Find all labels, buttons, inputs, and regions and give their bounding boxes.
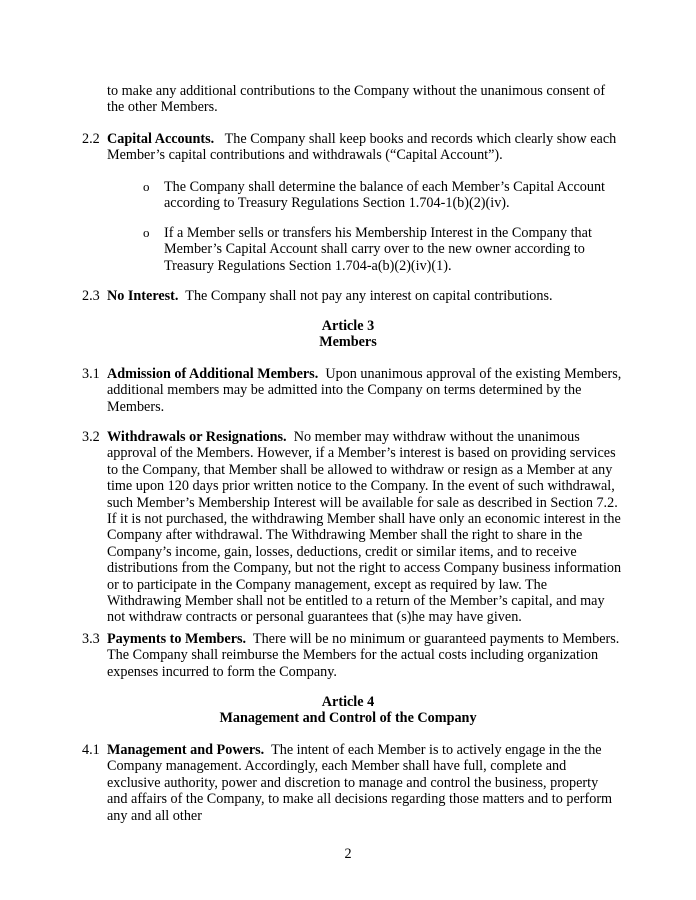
section-heading: Withdrawals or Resignations.	[107, 429, 287, 445]
article-label: Article 3	[321, 318, 375, 334]
section-2-2	[82, 131, 622, 164]
section-text: There will be no minimum or guaranteed payments to Members. The Company shall reimburse the Members for the actual costs including organization expenses incurred to form the Company.	[107, 631, 620, 680]
section-text: The Company shall keep books and records which clearly show each Member’s capital contributions and withdrawals (“Capital Account”).	[107, 131, 617, 164]
article-4-heading	[0, 694, 696, 727]
continued-paragraph: to make any additional contributions to the Company without the unanimous consent of the other Members.	[107, 83, 606, 116]
article-title: Management and Control of the Company	[219, 710, 477, 727]
section-2-3	[82, 288, 622, 304]
bullet-marker: o	[143, 225, 150, 240]
section-body	[107, 429, 622, 626]
article-label: Article 4	[321, 694, 375, 710]
section-body	[107, 288, 622, 304]
bullet-item	[143, 179, 623, 212]
section-text: The Company shall not pay any interest on capital contributions.	[185, 288, 553, 304]
section-body	[107, 131, 622, 164]
section-text: No member may withdraw without the unanimous approval of the Members. However, if a Member’s interest is based on providing services to the Company, that Member shall be allowed to withdraw or resign as a Member at any time upon 120 days prior written notice to the Company. In the event of such withdrawal, such Member’s Membership Interest will be available for sale as described in Section 7.2. If it is not purchased, the withdrawing Member shall have only an economic interest in the Company after withdrawal. The Withdrawing Member shall the right to share in the Company’s income, gain, losses, deductions, credit or similar items, and to receive distributions from the Company, but not the right to access Company business information or to participate in the Company management, except as required by law. The Withdrawing Member shall not be entitled to a return of the Member’s capital, and may not withdraw contracts or personal guarantees that (s)he may have given.	[107, 429, 622, 626]
section-heading: Capital Accounts.	[107, 131, 215, 147]
bullet-text: If a Member sells or transfers his Membership Interest in the Company that Member’s Capital Account shall carry over to the new owner according to Treasury Regulations Section 1.704-a(b)(2)(iv)(1).	[164, 225, 592, 274]
section-number: 4.1	[82, 742, 100, 758]
section-heading: Admission of Additional Members.	[107, 366, 319, 382]
section-number: 2.3	[82, 288, 100, 304]
section-3-3	[82, 631, 622, 680]
article-3-heading	[0, 318, 696, 351]
bullet-item	[143, 225, 623, 274]
section-heading: Payments to Members.	[107, 631, 247, 647]
section-text: Upon unanimous approval of the existing Members, additional members may be admitted into the Company on terms determined by the Members.	[107, 366, 622, 415]
page-number: 2	[344, 846, 352, 862]
bullet-text: The Company shall determine the balance of each Member’s Capital Account according to Treasury Regulations Section 1.704-1(b)(2)(iv).	[164, 179, 605, 212]
section-heading: Management and Powers.	[107, 742, 265, 758]
bullet-marker: o	[143, 179, 150, 194]
section-number: 3.3	[82, 631, 100, 647]
section-number: 2.2	[82, 131, 100, 147]
section-body	[107, 366, 622, 415]
section-number: 3.2	[82, 429, 100, 445]
section-text: The intent of each Member is to actively engage in the the Company management. Accordingly, each Member shall have full, complete and exclusive authority, power and discretion to manage and control the business, property and affairs of the Company, to make all decisions regarding those matters and to perform any and all other	[107, 742, 613, 824]
section-body	[107, 742, 622, 824]
section-3-1	[82, 366, 622, 415]
section-3-2	[82, 429, 622, 626]
section-4-1	[82, 742, 622, 824]
section-heading: No Interest.	[107, 288, 179, 304]
section-body	[107, 631, 622, 680]
article-title: Members	[319, 334, 377, 351]
section-number: 3.1	[82, 366, 100, 382]
